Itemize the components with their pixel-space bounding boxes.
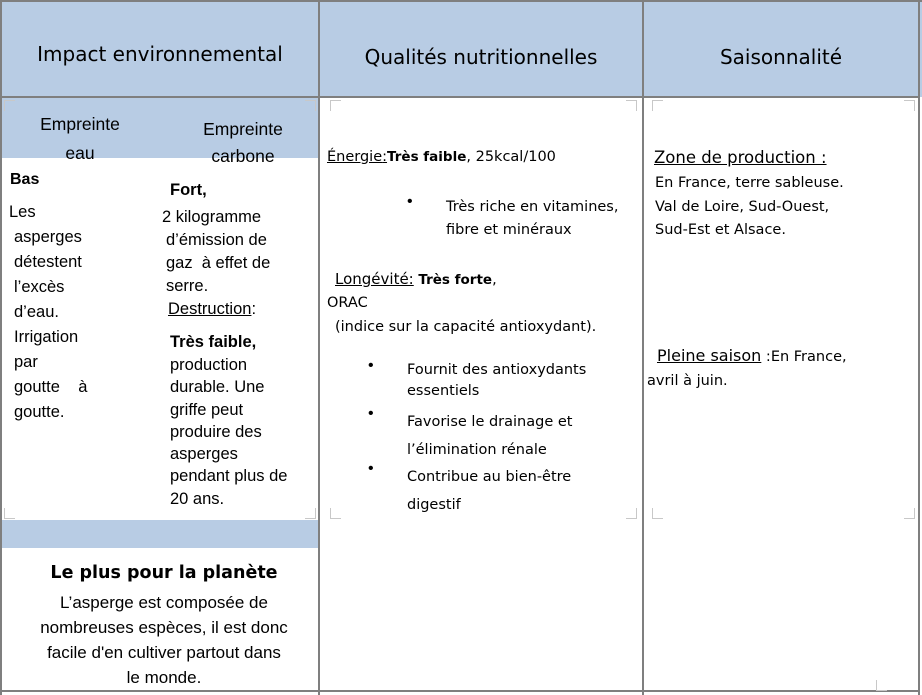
destruction-text-line: griffe peut [170, 400, 244, 419]
grid-line [0, 690, 920, 692]
crop-mark [904, 100, 915, 111]
grid-line [0, 0, 922, 2]
destruction-text-line: asperges [170, 445, 238, 464]
destruction-text-line: pendant plus de [170, 467, 288, 486]
water-text-line: par [14, 353, 38, 371]
zone-text-line: Sud-Est et Alsace. [655, 222, 786, 238]
carbon-text [162, 206, 270, 298]
zone-label [654, 147, 827, 169]
nutrition-bullet-line: digestif [407, 497, 461, 513]
nutrition-bullet [407, 360, 586, 402]
crop-mark [652, 508, 663, 519]
water-text-line: goutte. [14, 403, 65, 421]
crop-mark [4, 100, 15, 111]
water-text-line: Les [9, 203, 36, 221]
energy-bullet-line: Très riche en vitamines, [446, 199, 619, 215]
nutrition-bullet [407, 463, 571, 519]
peak-colon: : [761, 349, 771, 365]
destruction-heading [168, 298, 256, 320]
header-season: Saisonnalité [719, 45, 843, 69]
energy-label: Énergie [327, 149, 383, 165]
destruction-text-line: 20 ans. [170, 489, 225, 508]
grid-line [642, 0, 644, 695]
grid-line [0, 96, 920, 98]
zone-text [655, 172, 844, 243]
carbon-rating: Fort, [170, 181, 207, 199]
grid-line [918, 0, 920, 695]
energy-colon: : [382, 149, 388, 165]
carbon-text-line: 2 kilogramme [162, 208, 262, 226]
planet-text-line: L’asperge est composée de [60, 593, 268, 612]
header-impact: Impact environnemental [37, 42, 283, 66]
water-text-line: détestent [14, 253, 82, 271]
bullet-icon: • [368, 460, 374, 477]
destruction-text-line: durable. Une [170, 378, 265, 397]
nutrition-bullet-line: Contribue au bien-être [407, 469, 572, 485]
carbon-text-line: d’émission de [166, 231, 267, 249]
destruction-text-line: produire des [170, 422, 262, 441]
header-nutrition: Qualités nutritionnelles [364, 45, 598, 69]
destruction-label: Destruction [168, 300, 252, 318]
water-text-line: goutte à [14, 378, 88, 396]
orac-label: ORAC [327, 295, 368, 311]
nutrition-bullet-line: essentiels [407, 383, 480, 399]
planet-title: Le plus pour la planète [50, 563, 278, 583]
water-text [9, 200, 87, 425]
nutrition-bullet [407, 408, 572, 464]
crop-mark [626, 508, 637, 519]
planet-text-line: le monde. [126, 668, 202, 687]
longevity-label: Longévité: [335, 270, 414, 288]
planet-text-line: facile d'en cultiver partout dans [47, 643, 281, 662]
longevity-line [335, 268, 497, 291]
destruction-text [170, 354, 287, 510]
zone-text-line: En France, terre sableuse. [655, 175, 844, 191]
crop-mark [305, 508, 316, 519]
longevity-comma: , [492, 272, 497, 288]
water-rating: Bas [10, 171, 40, 188]
longevity-rating: Très forte [418, 272, 493, 288]
water-footprint-title [22, 110, 138, 168]
water-title-line: Empreinte [40, 114, 120, 134]
water-text-line: l’excès [14, 278, 65, 296]
nutrition-bullet-line: Favorise le drainage et [407, 414, 573, 430]
planet-band [0, 520, 318, 548]
bullet-icon: • [368, 357, 374, 374]
energy-value: , 25kcal/100 [466, 149, 556, 165]
water-text-line: Irrigation [14, 328, 79, 346]
crop-mark [876, 680, 887, 691]
crop-mark [652, 100, 663, 111]
zone-label-text: Zone de production : [654, 148, 827, 167]
energy-line [327, 146, 556, 168]
water-text-line: d’eau. [14, 303, 59, 321]
planet-text [2, 590, 326, 690]
peak-text-line: En France, [770, 349, 847, 365]
crop-mark [626, 100, 637, 111]
peak-season-line [657, 345, 847, 368]
crop-mark [4, 508, 15, 519]
zone-text-line: Val de Loire, Sud-Ouest, [655, 198, 830, 215]
bullet-icon: • [407, 193, 413, 210]
nutrition-bullet-line: Fournit des antioxydants [407, 362, 587, 378]
bullet-icon: • [368, 405, 374, 422]
crop-mark [330, 100, 341, 111]
destruction-text-line: production [170, 356, 248, 374]
energy-bullet-line: fibre et minéraux [446, 222, 572, 238]
planet-text-line: nombreuses espèces, il est donc [40, 618, 288, 637]
carbon-title-line: carbone [211, 146, 275, 166]
energy-bullet-text [446, 196, 618, 242]
crop-mark [330, 508, 341, 519]
crop-mark [904, 508, 915, 519]
peak-label: Pleine saison [657, 346, 762, 365]
carbon-text-line: gaz à effet de [166, 254, 271, 272]
destruction-rating: Très faible, [170, 333, 257, 351]
peak-text-line-2: avril à juin. [647, 373, 728, 389]
crop-mark [305, 100, 316, 111]
water-title-line: eau [65, 143, 95, 163]
carbon-title-line: Empreinte [203, 119, 283, 139]
carbon-text-line: serre. [166, 277, 209, 295]
orac-description: (indice sur la capacité antioxydant). [335, 319, 597, 335]
destruction-colon: : [251, 300, 257, 318]
water-text-line: asperges [14, 228, 82, 246]
energy-rating: Très faible [387, 149, 467, 165]
nutrition-bullet-line: l’élimination rénale [407, 442, 547, 458]
carbon-footprint-title [180, 116, 306, 170]
